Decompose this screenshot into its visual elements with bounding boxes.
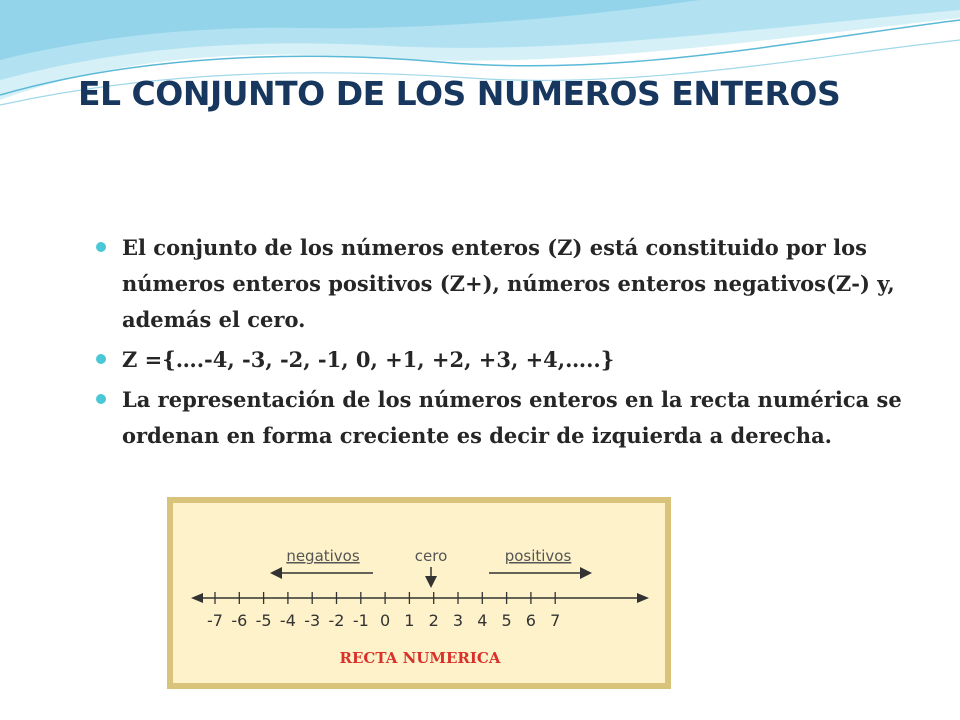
negatives-label: negativos bbox=[286, 547, 360, 565]
number-line-diagram bbox=[173, 503, 665, 683]
bullet-item bbox=[94, 230, 914, 338]
number-line-figure bbox=[167, 497, 671, 689]
positives-label: positivos bbox=[504, 547, 572, 565]
bullet-icon bbox=[96, 242, 106, 252]
zero-label: cero bbox=[414, 547, 448, 565]
tick-label: 1 bbox=[404, 611, 415, 630]
slide-title: EL CONJUNTO DE LOS NUMEROS ENTEROS bbox=[78, 74, 841, 113]
bullet-text: La representación de los números enteros en la recta numérica se ordenan en forma creciente es decir de izquierda a derecha. bbox=[122, 387, 902, 448]
tick-label: 3 bbox=[452, 611, 464, 630]
tick-label: 0 bbox=[380, 611, 391, 630]
tick-label: -6 bbox=[231, 611, 248, 630]
axis-left-arrowhead bbox=[191, 593, 203, 603]
bullet-list bbox=[94, 230, 914, 458]
tick-label: 4 bbox=[477, 611, 488, 630]
number-line-caption: RECTA NUMERICA bbox=[339, 649, 501, 667]
axis-right-arrowhead bbox=[637, 593, 649, 603]
tick-label: 2 bbox=[428, 611, 439, 630]
tick-label: -4 bbox=[279, 611, 296, 630]
tick-label: -2 bbox=[328, 611, 345, 630]
tick-label: -1 bbox=[352, 611, 369, 630]
bullet-text: Z ={….-4, -3, -2, -1, 0, +1, +2, +3, +4,…..} bbox=[122, 347, 615, 372]
bullet-item bbox=[94, 342, 914, 378]
bullet-text: El conjunto de los números enteros (Z) está constituido por los números enteros positivos (Z+), números enteros negativos(Z-) y, además el cero. bbox=[122, 235, 895, 332]
bullet-icon bbox=[96, 394, 106, 404]
tick-label: -5 bbox=[255, 611, 272, 630]
tick-label: 5 bbox=[501, 611, 512, 630]
tick-label: -7 bbox=[207, 611, 223, 630]
tick-label: -3 bbox=[304, 611, 321, 630]
tick-label: 7 bbox=[550, 611, 561, 630]
tick-label: 6 bbox=[525, 611, 536, 630]
bullet-icon bbox=[96, 354, 106, 364]
bullet-item bbox=[94, 382, 914, 454]
